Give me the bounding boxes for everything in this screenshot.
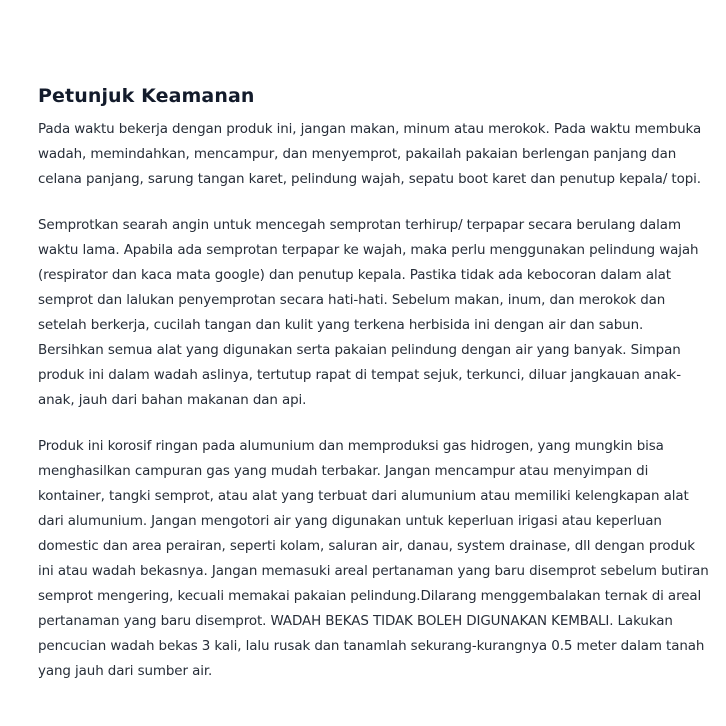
- paragraph-spraying-precautions: Semprotkan searah angin untuk mencegah semprotan terhirup/ terpapar secara berulang dalam waktu lama. Apabila ada semprotan terpapar ke wajah, maka perlu menggunakan pelindung wajah (respirator dan kaca mata google) dan penutup kepala. Pastika tidak ada kebocoran dalam alat semprot dan lalukan penyemprotan secara hati-hati. Sebelum makan, inum, dan merokok dan setelah berkerja, cucilah tangan dan kulit yang terkena herbisida ini dengan air dan sabun. Bersihkan semua alat yang digunakan serta pakaian pelindung dengan air yang banyak. Simpan produk ini dalam wadah aslinya, tertutup rapat di tempat sejuk, terkunci, diluar jangkauan anak-anak, jauh dari bahan makanan dan api.: [38, 218, 699, 408]
- paragraph-corrosion-and-disposal: Produk ini korosif ringan pada alumunium dan memproduksi gas hidrogen, yang mungkin bisa menghasilkan campuran gas yang mudah terbakar. Jangan mencampur atau menyimpan di kontainer, tangki semprot, atau alat yang terbuat dari alumunium atau memiliki kelengkapan alat dari alumunium. Jangan mengotori air yang digunakan untuk keperluan irigasi atau keperluan domestic dan area perairan, seperti kolam, saluran air, danau, system drainase, dll dengan produk ini atau wadah bekasnya. Jangan memasuki areal pertanaman yang baru disemprot sebelum butiran semprot mengering, kecuali memakai pakaian pelindung.Dilarang menggembalakan ternak di areal pertanaman yang baru disemprot. WADAH BEKAS TIDAK BOLEH DIGUNAKAN KEMBALI. Lakukan pencucian wadah bekas 3 kali, lalu rusak dan tanamlah sekurang-kurangnya 0.5 meter dalam tanah yang jauh dari sumber air.: [38, 439, 709, 679]
- section-title: Petunjuk Keamanan: [38, 85, 255, 107]
- safety-instructions-section: [38, 83, 710, 684]
- paragraph-protective-clothing: Pada waktu bekerja dengan produk ini, jangan makan, minum atau merokok. Pada waktu membuka wadah, memindahkan, mencampur, dan menyemprot, pakailah pakaian berlengan panjang dan celana panjang, sarung tangan karet, pelindung wajah, sepatu boot karet dan penutup kepala/ topi.: [38, 122, 702, 187]
